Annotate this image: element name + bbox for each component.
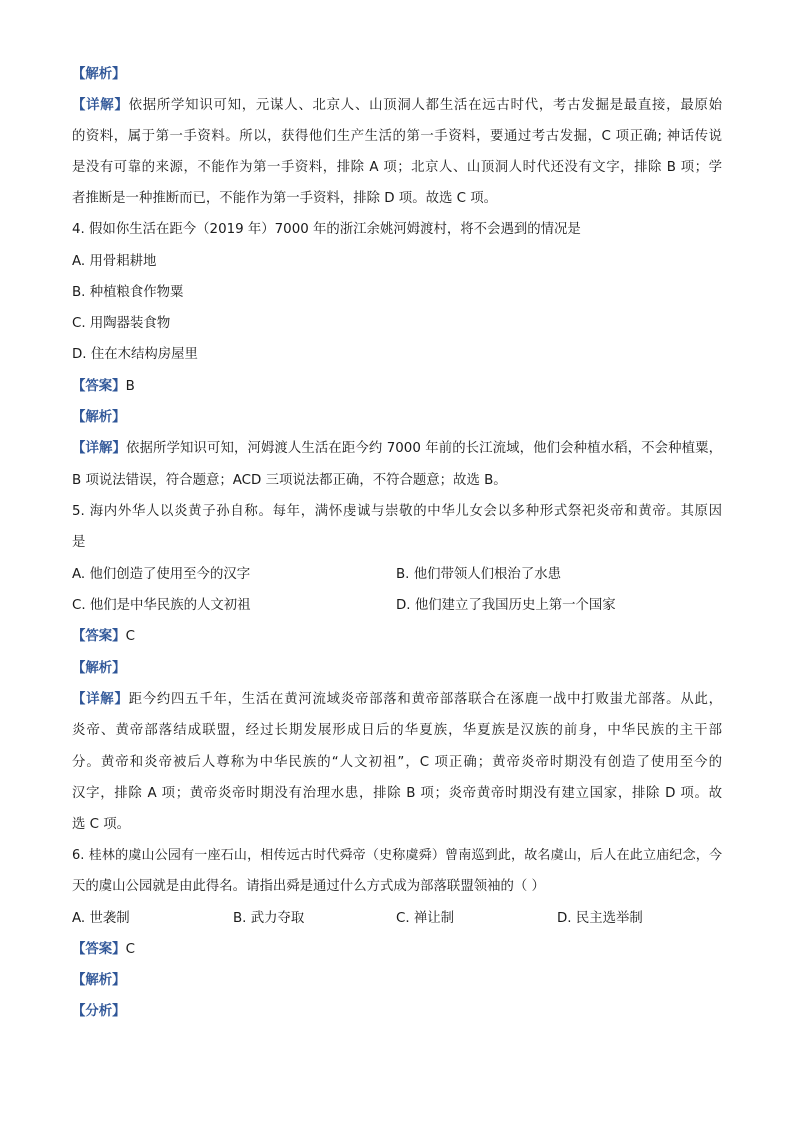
q5-option-d: D. 他们建立了我国历史上第一个国家 [396, 598, 616, 613]
q6-option-c: C. 禅让制 [396, 911, 455, 926]
q4-stem: 4. 假如你生活在距今（2019 年）7000 年的浙江余姚河姆渡村，将不会遇到的情况是 [72, 222, 581, 237]
q5-stem-line-2: 是 [72, 535, 86, 550]
q5-answer: 【答案】C [72, 629, 135, 644]
q6-analysis2-label: 【分析】 [72, 1004, 126, 1019]
q6-stem-line-2: 天的虞山公园就是由此得名。请指出舜是通过什么方式成为部落联盟领袖的（ ） [72, 879, 545, 894]
q5-detail-line-1: 【详解】距今约四五千年，生活在黄河流域炎帝部落和黄帝部落联合在涿鹿一战中打败蚩尤部落。从此， [72, 692, 723, 707]
q4-option-a: A. 用骨耜耕地 [72, 254, 157, 269]
q6-stem-line-1: 6. 桂林的虞山公园有一座石山，相传远古时代舜帝（史称虞舜）曾南巡到此，故名虞山，后人在此立庙纪念，今 [72, 848, 722, 863]
q3-detail-line-2: 的资料，属于第一手资料。所以，获得他们生产生活的第一手资料，要通过考古发掘，C 项正确; 神话传说 [72, 129, 722, 144]
q5-detail-line-3: 分。黄帝和炎帝被后人尊称为中华民族的“人文初祖”，C 项正确；黄帝炎帝时期没有创造了使用至今的 [72, 755, 722, 770]
q4-detail-line-1: 【详解】依据所学知识可知，河姆渡人生活在距今约 7000 年前的长江流域，他们会种植水稻，不会种植粟， [72, 441, 722, 456]
q5-detail-line-4: 汉字，排除 A 项；黄帝炎帝时期没有治理水患，排除 B 项；炎帝黄帝时期没有建立国家，排除 D 项。故 [72, 786, 722, 801]
q4-option-c: C. 用陶器装食物 [72, 316, 171, 331]
q5-option-c: C. 他们是中华民族的人文初祖 [72, 598, 251, 613]
q3-detail-line-1: 【详解】依据所学知识可知，元谋人、北京人、山顶洞人都生活在远古时代，考古发掘是最直接，最原始 [72, 98, 723, 113]
q4-detail-line-2: B 项说法错误，符合题意；ACD 三项说法都正确，不符合题意；故选 B。 [72, 473, 507, 488]
q5-stem-line-1: 5. 海内外华人以炎黄子孙自称。每年，满怀虔诚与崇敬的中华儿女会以多种形式祭祀炎帝和黄帝。其原因 [72, 504, 722, 519]
q6-analysis-label: 【解析】 [72, 973, 126, 988]
q5-detail-line-5: 选 C 项。 [72, 817, 131, 832]
q4-option-d: D. 住在木结构房屋里 [72, 347, 198, 362]
q4-answer: 【答案】B [72, 379, 135, 394]
q6-answer: 【答案】C [72, 942, 135, 957]
q3-detail-line-3: 是没有可靠的来源，不能作为第一手资料，排除 A 项；北京人、山顶洞人时代还没有文字，排除 B 项；学 [72, 160, 722, 175]
q3-analysis-label: 【解析】 [72, 67, 126, 82]
q5-option-a: A. 他们创造了使用至今的汉字 [72, 567, 251, 582]
q6-option-d: D. 民主选举制 [557, 911, 643, 926]
q4-option-b: B. 种植粮食作物粟 [72, 285, 184, 300]
q6-option-b: B. 武力夺取 [233, 911, 305, 926]
q6-option-a: A. 世袭制 [72, 911, 130, 926]
q5-option-b: B. 他们带领人们根治了水患 [396, 567, 561, 582]
q5-detail-line-2: 炎帝、黄帝部落结成联盟，经过长期发展形成日后的华夏族，华夏族是汉族的前身，中华民族的主干部 [72, 723, 722, 738]
q3-detail-line-4: 者推断是一种推断而已，不能作为第一手资料，排除 D 项。故选 C 项。 [72, 191, 498, 206]
q4-analysis-label: 【解析】 [72, 410, 126, 425]
q5-analysis-label: 【解析】 [72, 661, 126, 676]
